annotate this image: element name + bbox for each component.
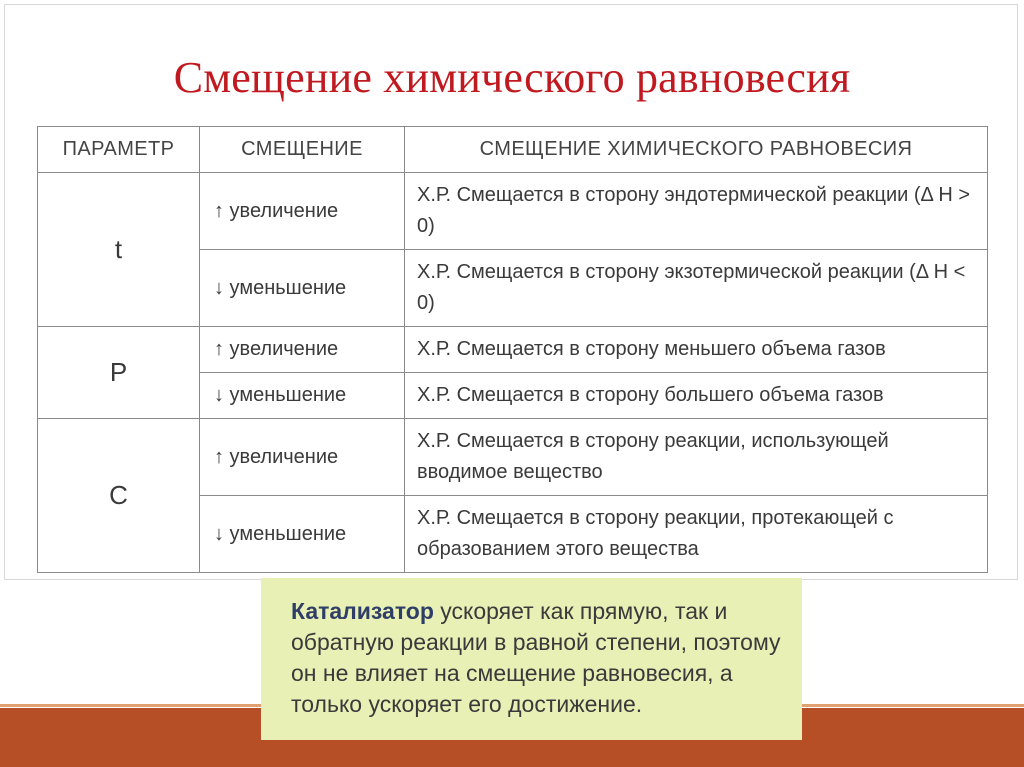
- header-shift: СМЕЩЕНИЕ: [200, 127, 405, 173]
- catalyst-text: ускоряет как прямую, так и обратную реакции в равной степени, поэтому он не влияет на смещение равновесия, а только ускоряет его достижение.: [291, 598, 781, 717]
- result-cell: Х.Р. Смещается в сторону реакции, протекающей с образованием этого вещества: [405, 496, 988, 573]
- result-cell: Х.Р. Смещается в сторону реакции, использующей вводимое вещество: [405, 419, 988, 496]
- result-cell: Х.Р. Смещается в сторону меньшего объема газов: [405, 327, 988, 373]
- header-parameter: ПАРАМЕТР: [38, 127, 200, 173]
- param-pressure: Р: [38, 327, 200, 419]
- param-temperature: t: [38, 173, 200, 327]
- param-concentration: С: [38, 419, 200, 573]
- header-equilibrium-shift: СМЕЩЕНИЕ ХИМИЧЕСКОГО РАВНОВЕСИЯ: [405, 127, 988, 173]
- table-row: [38, 419, 988, 496]
- table-row: [38, 173, 988, 250]
- dir-increase: ↑ увеличение: [200, 419, 405, 496]
- equilibrium-table: [37, 126, 988, 573]
- dir-decrease: ↓ уменьшение: [200, 496, 405, 573]
- dir-decrease: ↓ уменьшение: [200, 373, 405, 419]
- dir-increase: ↑ увеличение: [200, 173, 405, 250]
- catalyst-note: [261, 578, 802, 740]
- dir-decrease: ↓ уменьшение: [200, 250, 405, 327]
- slide-title: Смещение химического равновесия: [173, 53, 851, 102]
- table-row: [38, 327, 988, 373]
- dir-increase: ↑ увеличение: [200, 327, 405, 373]
- table-header-row: [38, 127, 988, 173]
- catalyst-term: Катализатор: [291, 598, 434, 624]
- result-cell: Х.Р. Смещается в сторону большего объема газов: [405, 373, 988, 419]
- result-cell: Х.Р. Смещается в сторону эндотермической реакции (Δ Н > 0): [405, 173, 988, 250]
- result-cell: Х.Р. Смещается в сторону экзотермической реакции (Δ Н < 0): [405, 250, 988, 327]
